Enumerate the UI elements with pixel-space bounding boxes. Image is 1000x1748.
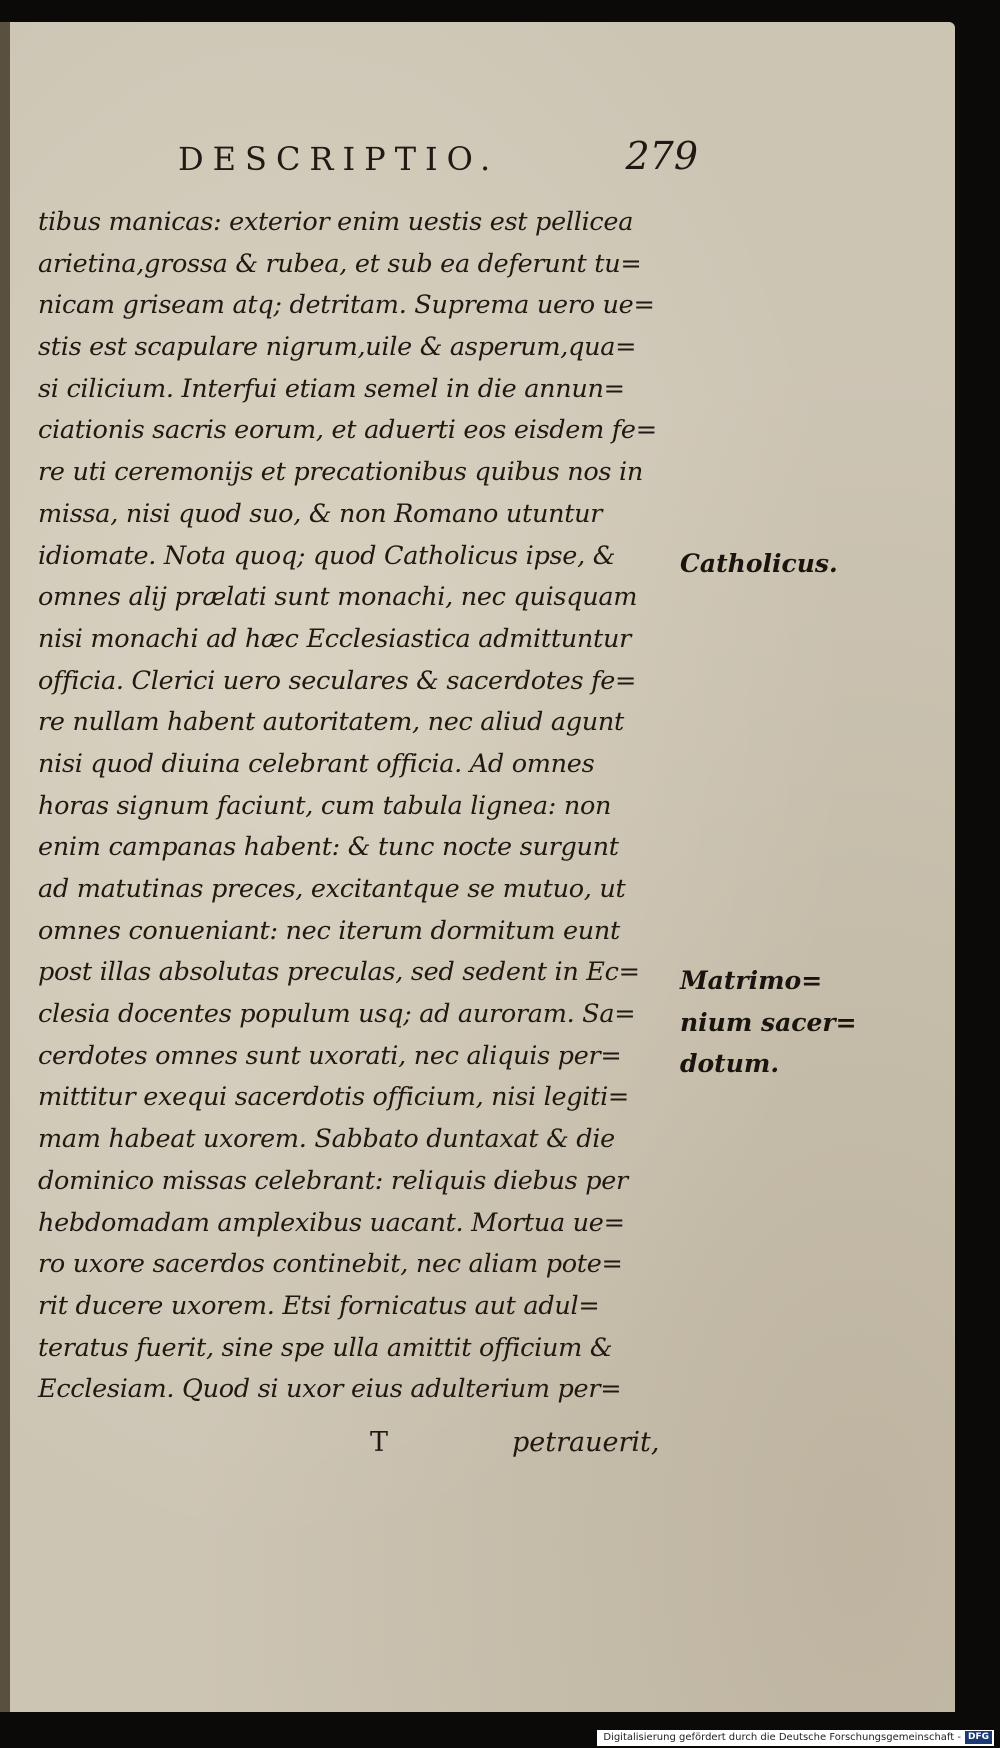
marginal-note-line: Catholicus. (680, 549, 838, 578)
text-line: omnes conueniant: nec iterum dormitum eunt (38, 915, 620, 946)
text-line: mam habeat uxorem. Sabbato duntaxat & die (38, 1124, 615, 1155)
book-page (0, 22, 955, 1712)
text-line: enim campanas habent: & tunc nocte surgunt (38, 832, 619, 863)
text-line: nisi monachi ad hæc Ecclesiastica admittuntur (38, 623, 631, 654)
text-line: cerdotes omnes sunt uxorati, nec aliquis per= (38, 1040, 622, 1071)
text-line: idiomate. Nota quoq; quod Catholicus ipse, & (38, 540, 616, 571)
marginal-note-catholicus (680, 543, 838, 585)
text-line: Ecclesiam. Quod si uxor eius adulterium per= (38, 1374, 622, 1405)
text-line: tibus manicas: exterior enim uestis est pellicea (38, 207, 634, 237)
text-line: nicam griseam atq; detritam. Suprema uero ue= (38, 290, 655, 321)
text-line: missa, nisi quod suo, & non Romano utuntur (38, 498, 603, 529)
text-line: officia. Clerici uero seculares & sacerdotes fe= (38, 665, 637, 696)
catchword: petrauerit, (512, 1427, 660, 1458)
marginal-note-line: nium sacer= (680, 1007, 857, 1037)
credit-text: Digitalisierung gefördert durch die Deutsche Forschungsgemeinschaft - (603, 1732, 961, 1743)
text-line: dominico missas celebrant: reliquis diebus per (38, 1165, 628, 1196)
text-line: si cilicium. Interfui etiam semel in die annun= (38, 373, 625, 404)
text-line: re nullam habent autoritatem, nec aliud agunt (38, 707, 624, 738)
text-line: mittitur exequi sacerdotis officium, nisi legiti= (38, 1082, 630, 1113)
dfg-logo: DFG (965, 1731, 992, 1744)
text-line: stis est scapulare nigrum,uile & asperum,qua= (38, 332, 637, 363)
text-line: ro uxore sacerdos continebit, nec aliam pote= (38, 1249, 623, 1280)
text-line: arietina,grossa & rubea, et sub ea deferunt tu= (38, 248, 642, 279)
signature-mark: T (370, 1427, 389, 1458)
text-line: ciationis sacris eorum, et aduerti eos eisdem fe= (38, 415, 657, 446)
main-text-block (38, 202, 678, 1411)
text-line: clesia docentes populum usq; ad auroram. Sa= (38, 999, 636, 1030)
text-line: ad matutinas preces, excitantque se mutuo, ut (38, 874, 626, 904)
text-line: nisi quod diuina celebrant officia. Ad omnes (38, 748, 595, 779)
text-line: post illas absolutas preculas, sed sedent in Ec= (38, 957, 640, 988)
digitization-credit (597, 1730, 994, 1746)
text-line: omnes alij prælati sunt monachi, nec quisquam (38, 582, 638, 613)
page-number: 279 (625, 134, 698, 178)
running-header (178, 130, 698, 190)
text-line: horas signum faciunt, cum tabula lignea: non (38, 790, 612, 821)
text-line: hebdomadam amplexibus uacant. Mortua ue= (38, 1207, 625, 1238)
marginal-note-line: Matrimo= (680, 966, 823, 995)
text-line: teratus fuerit, sine spe ulla amittit officium & (38, 1332, 613, 1363)
running-title: DESCRIPTIO. (178, 140, 500, 178)
text-line: re uti ceremonijs et precationibus quibus nos in (38, 457, 643, 488)
marginal-note-line: dotum. (680, 1049, 780, 1079)
marginal-note-matrimonium (680, 960, 857, 1085)
text-line: rit ducere uxorem. Etsi fornicatus aut adul= (38, 1290, 600, 1321)
page-gutter (0, 22, 10, 1712)
